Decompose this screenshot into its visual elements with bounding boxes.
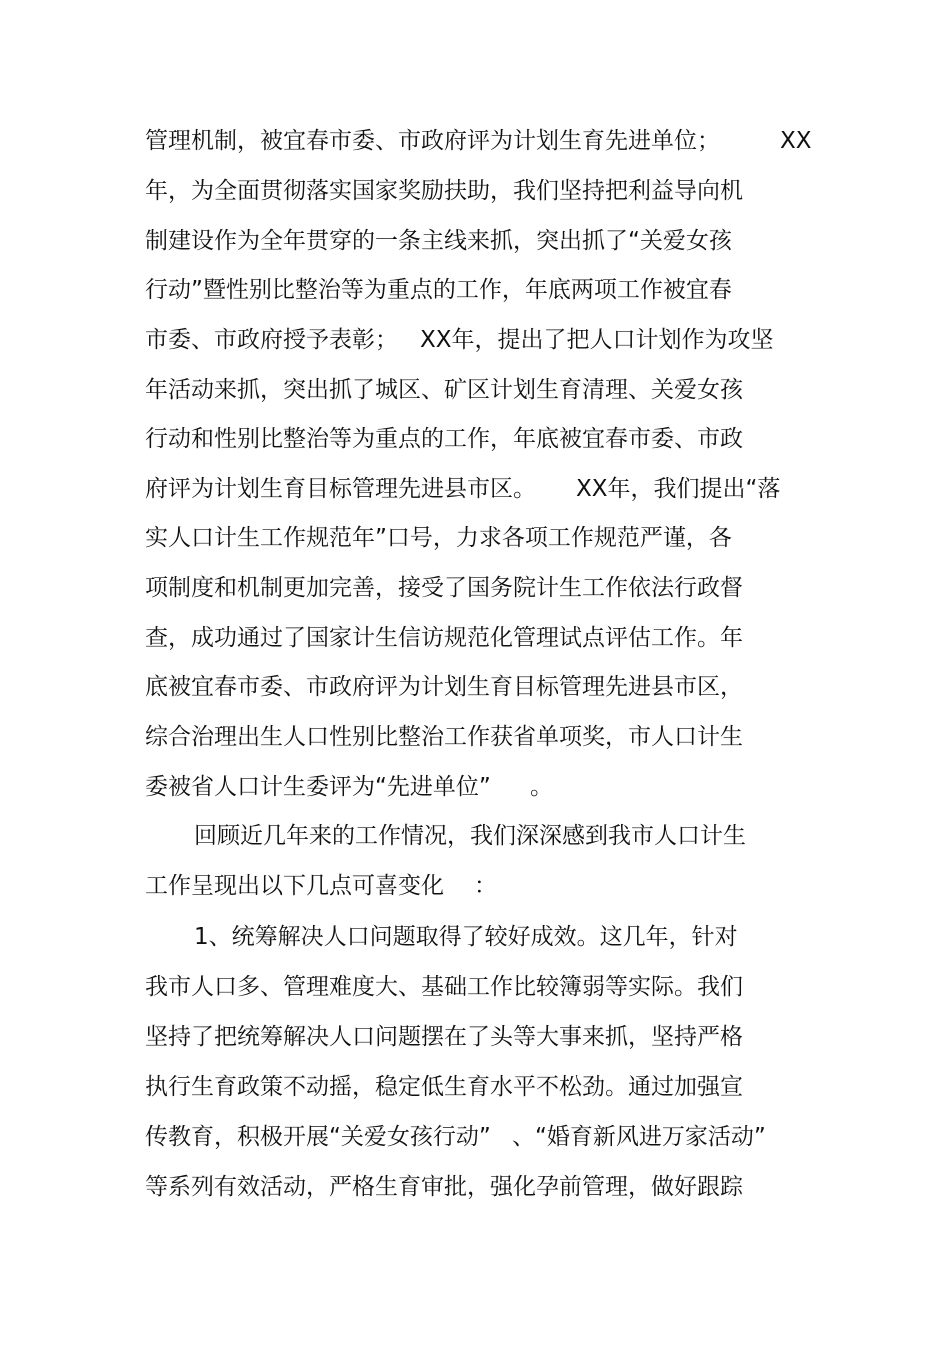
text-line-segment: 管理机制，被宜春市委、市政府评为计划生育先进单位； xyxy=(145,128,720,154)
text-line-segment: 工作呈现出以下几点可喜变化 xyxy=(145,873,444,899)
text-line-segment: 坚持了把统筹解决人口问题摆在了头等大事来抓，坚持严格 xyxy=(145,1024,743,1050)
text-line xyxy=(0,1067,743,1107)
text-line xyxy=(0,866,497,906)
text-line-segment: 、“婚育新风进万家活动” xyxy=(512,1124,766,1150)
text-line-segment: 行动和性别比整治等为重点的工作，年底被宜春市委、市政 xyxy=(145,426,743,452)
text-line-segment: 。 xyxy=(530,774,553,800)
text-line-segment: XX年，我们提出“落 xyxy=(576,476,781,502)
text-line-segment: 执行生育政策不动摇，稳定低生育水平不松劲。通过加强宣 xyxy=(145,1074,743,1100)
text-line xyxy=(0,1167,743,1207)
text-line-segment: 1、统筹解决人口问题取得了较好成效。这几年，针对 xyxy=(194,924,738,950)
text-line-segment: 市委、市政府授予表彰； xyxy=(145,327,398,353)
text-line-segment: 实人口计生工作规范年”口号，力求各项工作规范严谨，各 xyxy=(145,525,732,551)
text-line-segment: 综合治理出生人口性别比整治工作获省单项奖，市人口计生 xyxy=(145,724,743,750)
text-line xyxy=(0,816,746,856)
text-line xyxy=(0,1017,743,1057)
text-line-segment: 委被省人口计生委评为“先进单位” xyxy=(145,774,491,800)
text-line xyxy=(0,568,743,608)
text-line xyxy=(0,171,743,211)
text-line-segment: XX年，提出了把人口计划作为攻坚 xyxy=(420,327,774,353)
text-line-segment: 我市人口多、管理难度大、基础工作比较簿弱等实际。我们 xyxy=(145,974,743,1000)
text-line-segment: 行动”暨性别比整治等为重点的工作，年底两项工作被宜春 xyxy=(145,277,732,303)
text-line xyxy=(0,667,743,707)
text-line xyxy=(0,270,732,310)
text-line xyxy=(0,1117,766,1157)
text-line xyxy=(0,419,743,459)
text-line-segment: 等系列有效活动，严格生育审批，强化孕前管理，做好跟踪 xyxy=(145,1174,743,1200)
text-line-segment: 项制度和机制更加完善，接受了国务院计生工作依法行政督 xyxy=(145,575,743,601)
text-line xyxy=(0,121,812,161)
text-line xyxy=(0,767,553,807)
text-line xyxy=(0,221,732,261)
text-line xyxy=(0,469,781,509)
text-line-segment: 传教育，积极开展“关爱女孩行动” xyxy=(145,1124,491,1150)
text-line-segment: ： xyxy=(474,873,497,899)
text-line-segment: XX xyxy=(780,128,812,154)
text-line xyxy=(0,618,743,658)
text-line xyxy=(0,518,732,558)
text-line-segment: 年活动来抓，突出抓了城区、矿区计划生育清理、关爱女孩 xyxy=(145,377,743,403)
text-line-segment: 府评为计划生育目标管理先进县市区。 xyxy=(145,476,536,502)
text-line-segment: 底被宜春市委、市政府评为计划生育目标管理先进县市区， xyxy=(145,674,743,700)
text-line-segment: 回顾近几年来的工作情况，我们深深感到我市人口计生 xyxy=(194,823,746,849)
text-line xyxy=(0,370,743,410)
text-line xyxy=(0,967,743,1007)
text-line xyxy=(0,320,774,360)
text-line-segment: 制建设作为全年贯穿的一条主线来抓，突出抓了“关爱女孩 xyxy=(145,228,732,254)
text-line xyxy=(0,917,738,957)
text-line-segment: 查，成功通过了国家计生信访规范化管理试点评估工作。年 xyxy=(145,625,743,651)
text-line xyxy=(0,717,743,757)
text-line-segment: 年，为全面贯彻落实国家奖励扶助，我们坚持把利益导向机 xyxy=(145,178,743,204)
